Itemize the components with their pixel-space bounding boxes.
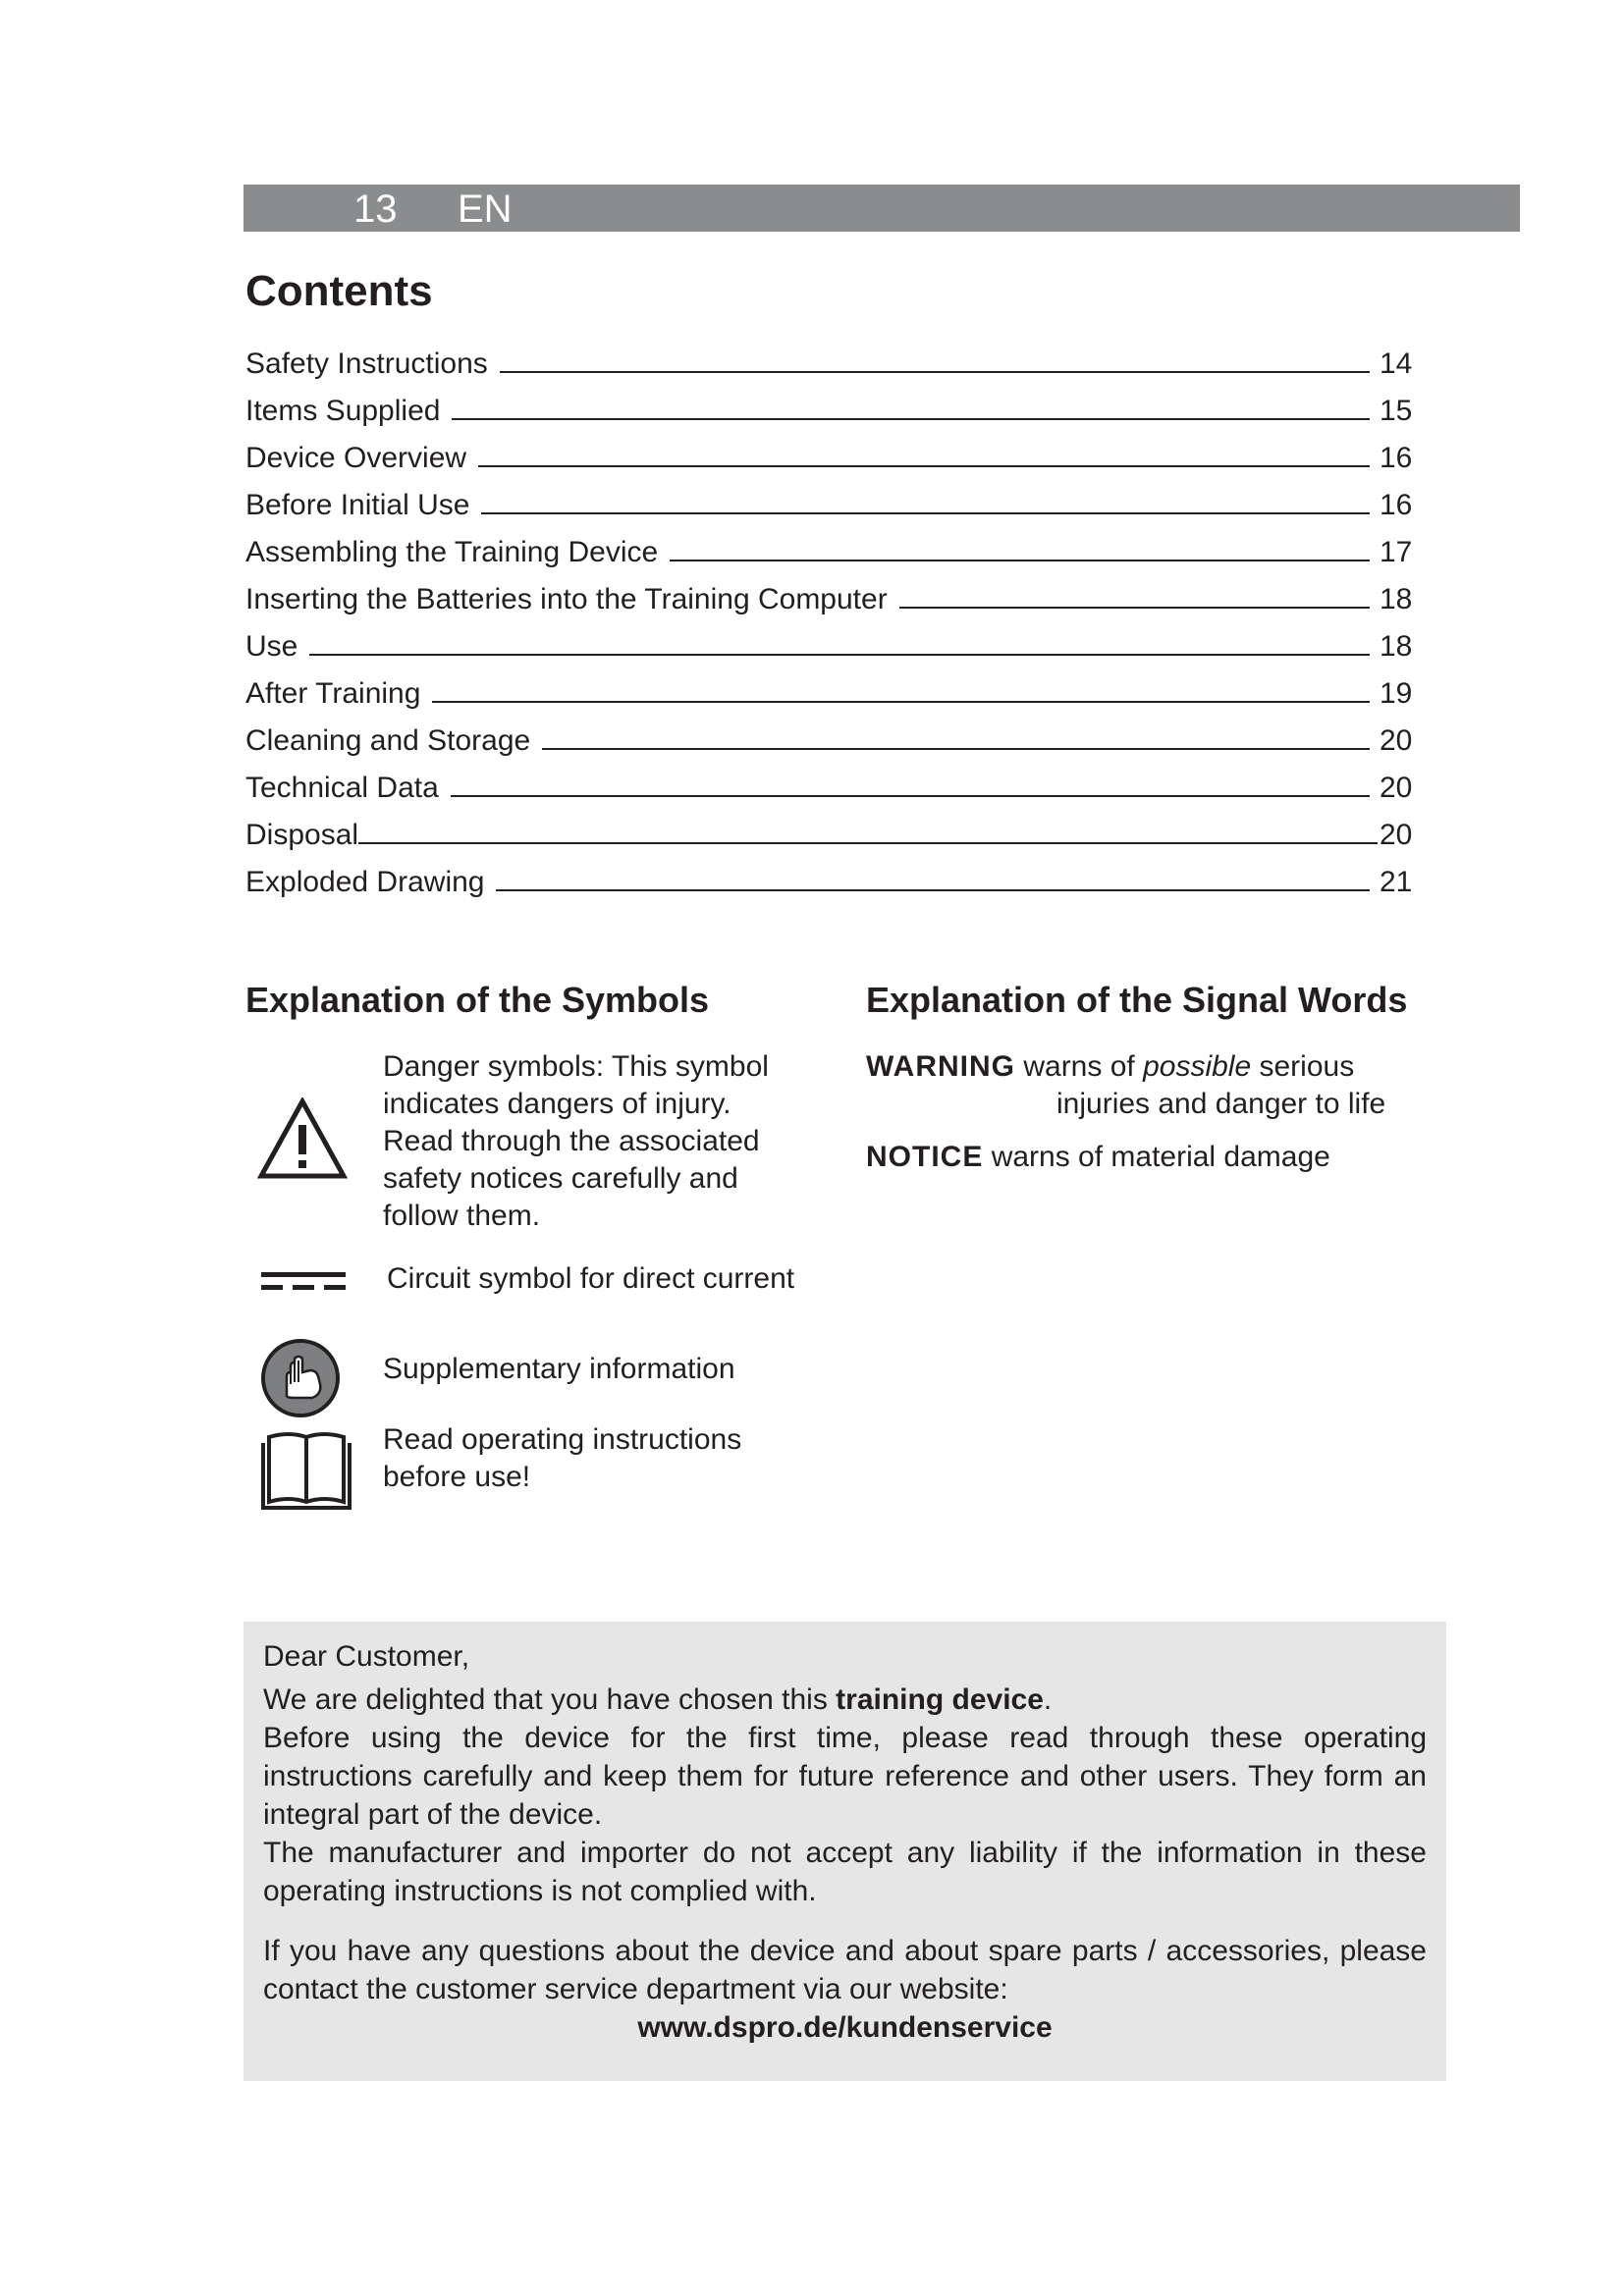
toc-entry-label: Use — [245, 630, 298, 663]
toc-leader-line — [496, 889, 1370, 891]
liability-paragraph: The manufacturer and importer do not accept any liability if the information in these operating instructions is not complied with. — [263, 1837, 1427, 1907]
direct-current-icon — [261, 1270, 346, 1299]
warning-triangle-icon — [257, 1097, 348, 1185]
toc-leader-line — [500, 371, 1370, 373]
toc-entry-page: 18 — [1380, 583, 1413, 615]
toc-entry[interactable] — [245, 381, 1419, 428]
toc-entry-label: After Training — [245, 677, 421, 710]
toc-entry-label: Inserting the Batteries into the Training Computer — [245, 583, 888, 615]
toc-leader-line — [309, 654, 1370, 656]
toc-entry[interactable] — [245, 805, 1419, 852]
symbols-section-title: Explanation of the Symbols — [245, 980, 710, 1020]
toc-entry[interactable] — [245, 334, 1419, 381]
toc-entry-page: 16 — [1380, 489, 1413, 521]
read-instructions-paragraph: Before using the device for the first time, please read through these operating instructions carefully and keep them for future reference and other users. They form an integral part of the device. — [263, 1722, 1427, 1831]
intro-line: We are delighted that you have chosen this training device. — [263, 1683, 1053, 1716]
symbol-description: Circuit symbol for direct current — [387, 1262, 795, 1295]
page-number: 13 — [353, 187, 398, 231]
notice-keyword: NOTICE — [866, 1141, 984, 1173]
pointing-hand-icon — [257, 1337, 344, 1424]
toc-entry[interactable] — [245, 428, 1419, 475]
contents-title: Contents — [245, 267, 433, 315]
toc-entry-page: 20 — [1380, 724, 1413, 757]
toc-entry-page: 14 — [1380, 347, 1413, 380]
toc-leader-line — [542, 748, 1370, 750]
symbol-description: Read operating instructions before use! — [383, 1423, 742, 1493]
toc-entry-label: Cleaning and Storage — [245, 724, 531, 757]
toc-leader-line — [432, 701, 1370, 703]
signal-word-warning: WARNING warns of possible serious injuries and danger to life — [866, 1050, 1386, 1120]
toc-entry-page: 20 — [1380, 772, 1413, 804]
toc-entry[interactable] — [245, 852, 1419, 899]
toc-entry-label: Before Initial Use — [245, 489, 470, 521]
toc-entry-label: Exploded Drawing — [245, 866, 485, 898]
language-code: EN — [458, 187, 513, 231]
page-header-bar — [244, 185, 1520, 232]
greeting: Dear Customer, — [263, 1640, 470, 1673]
website-link[interactable]: www.dspro.de/kundenservice — [637, 2011, 1053, 2044]
symbol-description: Danger symbols: This symbol indicates dangers of injury. Read through the associated safety notices carefully and follow them. — [383, 1050, 769, 1232]
warning-keyword: WARNING — [866, 1050, 1015, 1083]
toc-entry-label: Disposal — [245, 819, 359, 851]
toc-entry[interactable] — [245, 616, 1419, 664]
toc-leader-line — [670, 560, 1370, 561]
toc-leader-line — [899, 607, 1370, 609]
toc-leader-line — [451, 795, 1370, 797]
toc-entry[interactable] — [245, 758, 1419, 805]
toc-entry[interactable] — [245, 569, 1419, 616]
toc-entry-label: Assembling the Training Device — [245, 536, 659, 568]
toc-entry[interactable] — [245, 475, 1419, 522]
toc-entry-page: 15 — [1380, 395, 1413, 427]
toc-entry-label: Technical Data — [245, 772, 439, 804]
toc-entry-page: 21 — [1380, 866, 1413, 898]
toc-entry[interactable] — [245, 664, 1419, 711]
toc-entry[interactable] — [245, 711, 1419, 758]
toc-entry-label: Device Overview — [245, 442, 467, 474]
toc-leader-line — [358, 842, 1378, 844]
toc-entry-page: 18 — [1380, 630, 1413, 663]
symbol-description: Supplementary information — [383, 1353, 735, 1385]
toc-entry[interactable] — [245, 522, 1419, 569]
contact-paragraph: If you have any questions about the device and about spare parts / accessories, please contact the customer service department via our website: — [263, 1935, 1427, 2005]
customer-info-box — [244, 1622, 1446, 2081]
toc-entry-label: Items Supplied — [245, 395, 441, 427]
toc-entry-page: 19 — [1380, 677, 1413, 710]
toc-entry-label: Safety Instructions — [245, 347, 488, 380]
toc-leader-line — [452, 418, 1370, 420]
open-book-icon — [259, 1429, 353, 1519]
toc-leader-line — [478, 465, 1370, 467]
signal-word-notice: NOTICE warns of material damage — [866, 1141, 1330, 1173]
toc-entry-page: 20 — [1380, 819, 1413, 851]
toc-entry-page: 17 — [1380, 536, 1413, 568]
table-of-contents — [245, 334, 1419, 899]
toc-leader-line — [481, 512, 1370, 514]
signal-words-section-title: Explanation of the Signal Words — [866, 980, 1408, 1020]
toc-entry-page: 16 — [1380, 442, 1413, 474]
